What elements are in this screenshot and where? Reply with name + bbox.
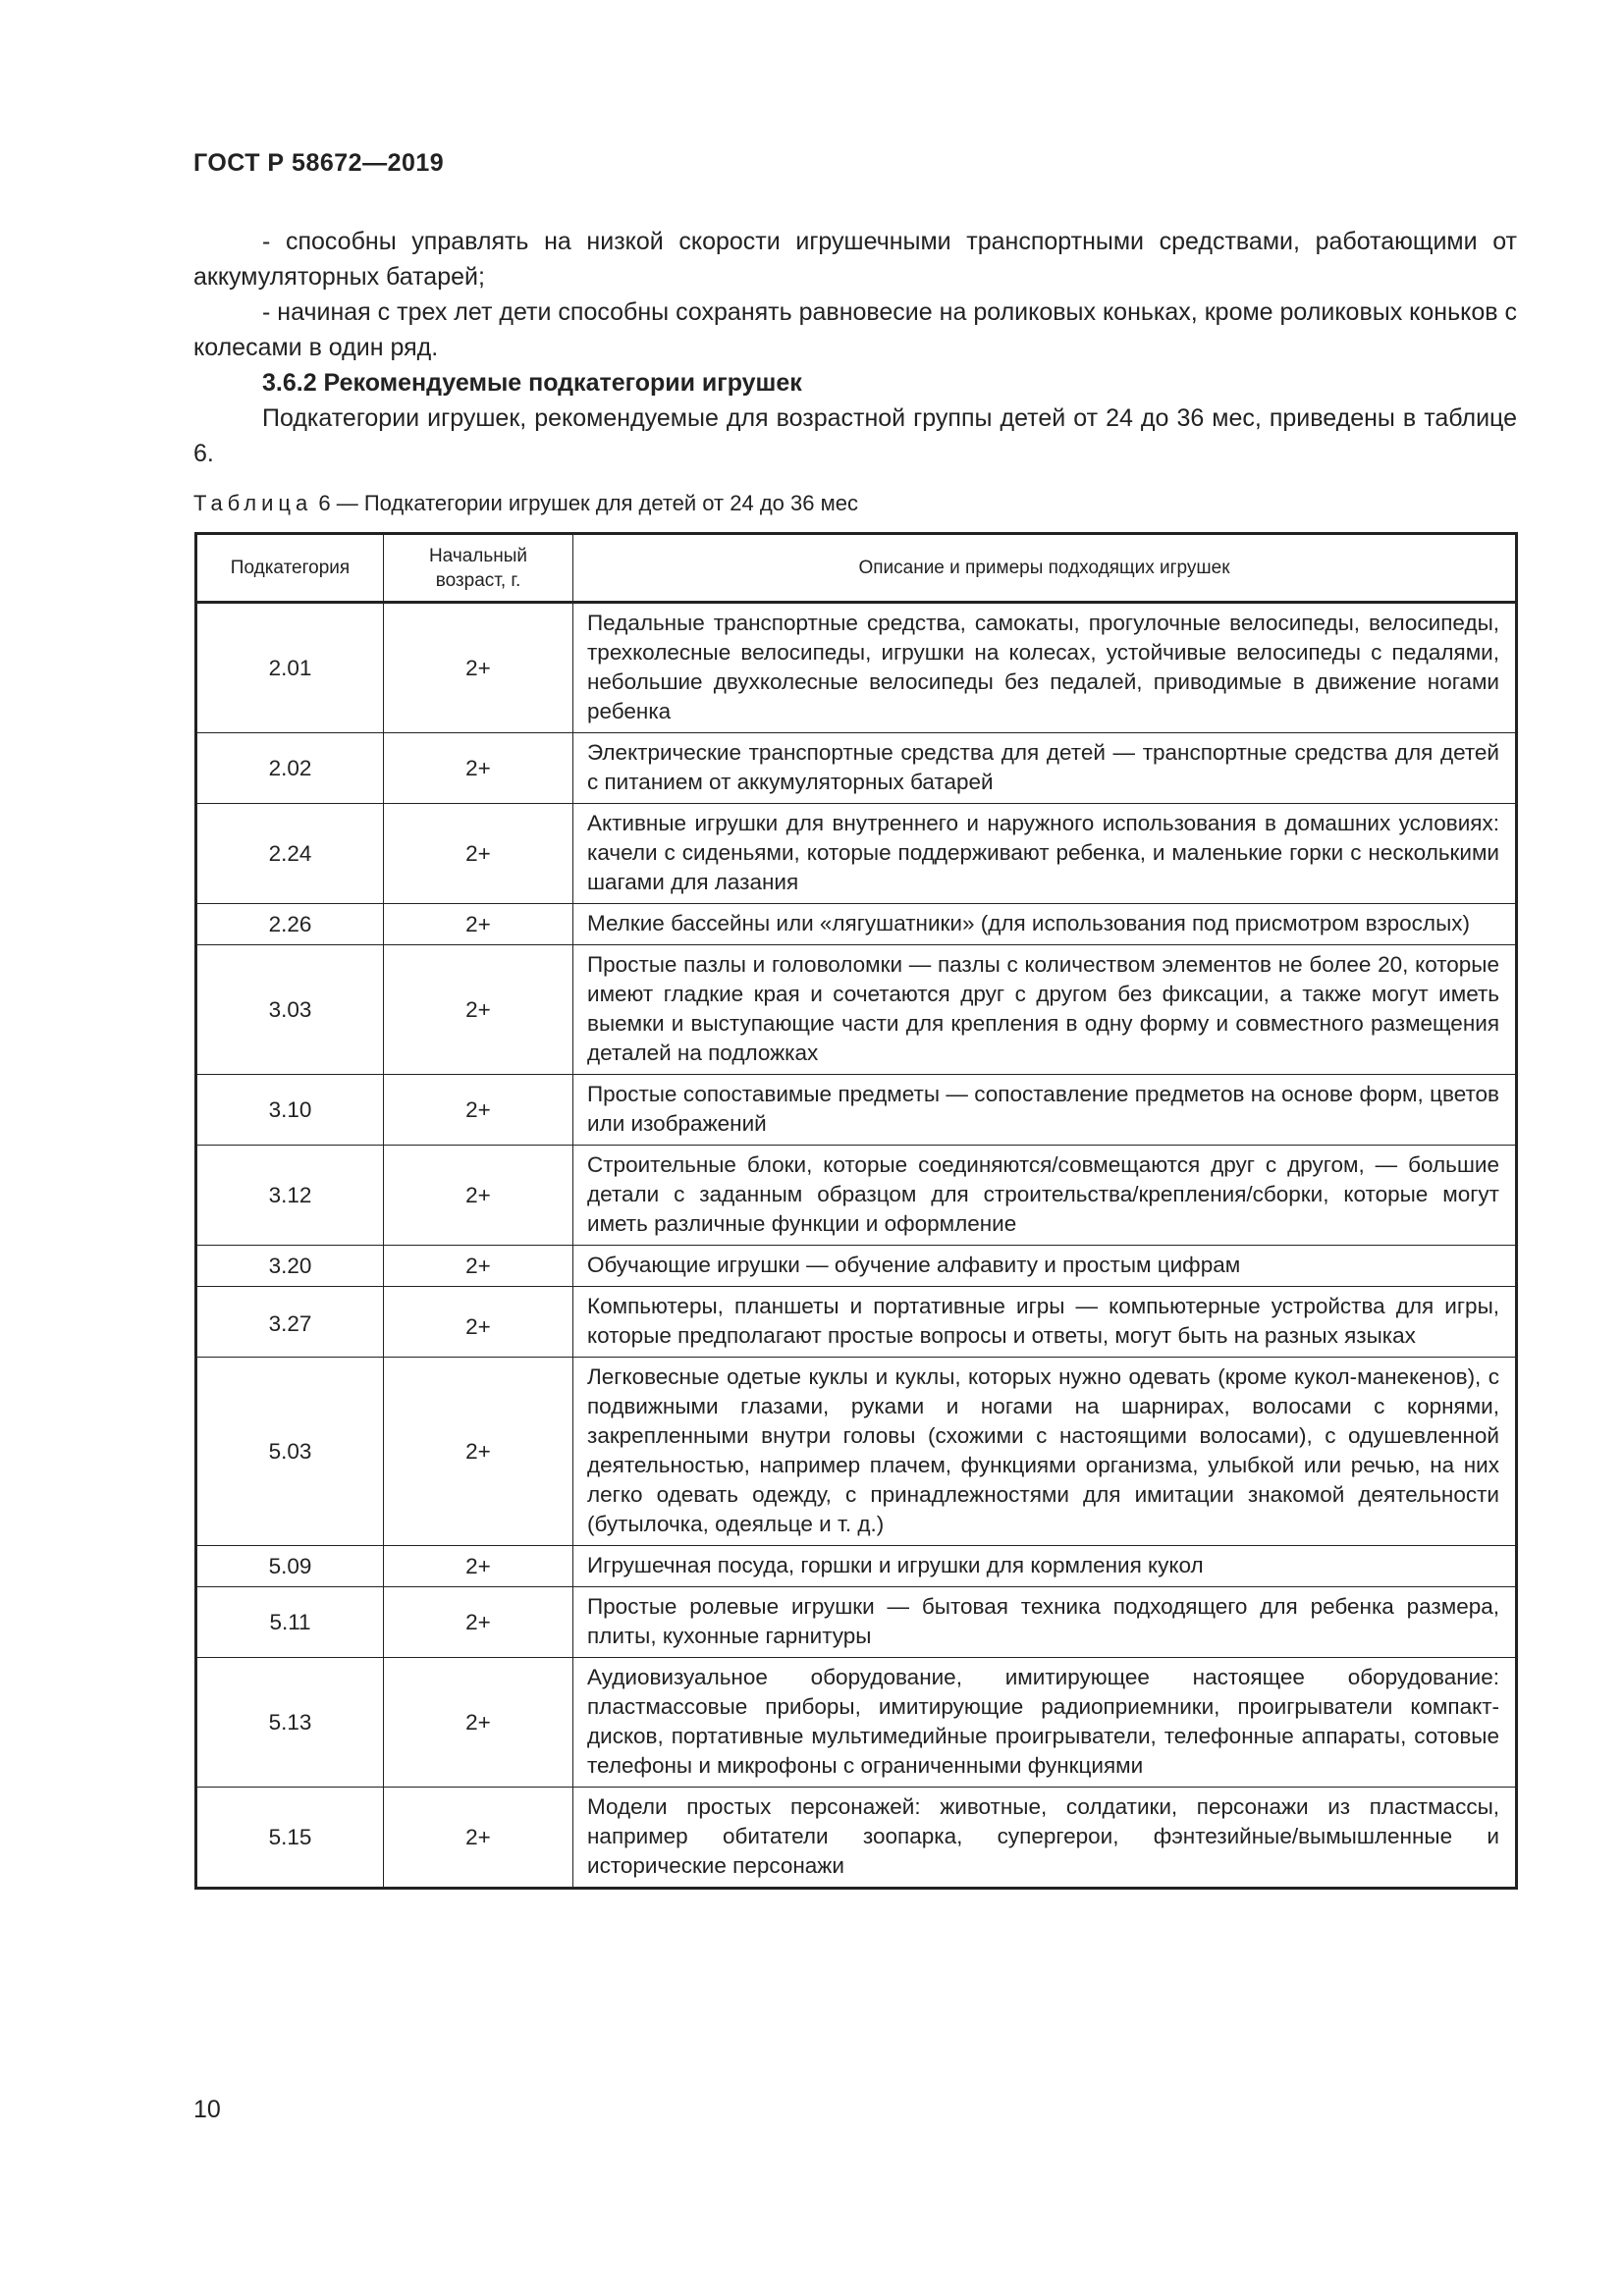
description: Обучающие игрушки — обучение алфавиту и простым цифрам xyxy=(573,1246,1517,1287)
subcategory-code: 5.03 xyxy=(196,1358,384,1546)
description: Активные игрушки для внутреннего и наружного использования в домашних условиях: качели с сиденьями, которые поддерживают ребенка, и маленькие горки с несколькими шагами для лазания xyxy=(573,804,1517,904)
subcategory-code: 5.15 xyxy=(196,1788,384,1889)
table-row xyxy=(196,1075,1517,1146)
table-row xyxy=(196,1788,1517,1889)
start-age: 2+ xyxy=(384,733,573,804)
description: Легковесные одетые куклы и куклы, которых нужно одевать (кроме кукол-манекенов), с подвижными глазами, руками и ногами на шарнирах, волосами с корнями, закрепленными внутри головы (схожими с настоящими волосами), с одушевленной деятельностью, например плачем, функциями организма, улыбкой или речью, на них легко одевать одежду, с принадлежностями для имитации знакомой деятельности (бутылочка, одеяльце и т. д.) xyxy=(573,1358,1517,1546)
start-age: 2+ xyxy=(384,1075,573,1146)
description: Простые ролевые игрушки — бытовая техника подходящего для ребенка размера, плиты, кухонные гарнитуры xyxy=(573,1587,1517,1658)
table-row xyxy=(196,904,1517,945)
table-header-row xyxy=(196,534,1517,603)
subcategory-code: 3.12 xyxy=(196,1146,384,1246)
description: Простые сопоставимые предметы — сопоставление предметов на основе форм, цветов или изображений xyxy=(573,1075,1517,1146)
description: Компьютеры, планшеты и портативные игры — компьютерные устройства для игры, которые предполагают простые вопросы и ответы, могут быть на разных языках xyxy=(573,1287,1517,1358)
subcategory-table xyxy=(194,532,1518,1890)
table-row xyxy=(196,945,1517,1075)
start-age: 2+ xyxy=(384,1658,573,1788)
intro-text xyxy=(193,224,1517,471)
table-row xyxy=(196,1587,1517,1658)
intro-paragraph: - начиная с трех лет дети способны сохранять равновесие на роликовых коньках, кроме роликовых коньков с колесами в один ряд. xyxy=(193,298,1517,361)
description: Модели простых персонажей: животные, солдатики, персонажи из пластмассы, например обитатели зоопарка, супергерои, фэнтезийные/вымышленные и исторические персонажи xyxy=(573,1788,1517,1889)
description: Игрушечная посуда, горшки и игрушки для кормления кукол xyxy=(573,1546,1517,1587)
column-header-description: Описание и примеры подходящих игрушек xyxy=(573,534,1517,603)
start-age: 2+ xyxy=(384,945,573,1075)
start-age: 2+ xyxy=(384,603,573,733)
subcategory-code: 5.13 xyxy=(196,1658,384,1788)
start-age: 2+ xyxy=(384,904,573,945)
table-row xyxy=(196,804,1517,904)
description: Простые пазлы и головоломки — пазлы с количеством элементов не более 20, которые имеют гладкие края и сочетаются друг с другом без фиксации, а также могут иметь выемки и выступающие части для крепления в одну форму и совместного размещения деталей на подложках xyxy=(573,945,1517,1075)
table-row xyxy=(196,1246,1517,1287)
start-age: 2+ xyxy=(384,1287,573,1358)
description: Аудиовизуальное оборудование, имитирующее настоящее оборудование: пластмассовые приборы, имитирующие радиоприемники, проигрыватели компакт-дисков, портативные мультимедийные проигрыватели, телефонные аппараты, сотовые телефоны и микрофоны с ограниченными функциями xyxy=(573,1658,1517,1788)
start-age: 2+ xyxy=(384,1546,573,1587)
page-number: 10 xyxy=(193,2096,221,2123)
start-age: 2+ xyxy=(384,1358,573,1546)
subcategory-code: 3.03 xyxy=(196,945,384,1075)
table-row xyxy=(196,1658,1517,1788)
table-row xyxy=(196,1287,1517,1358)
subcategory-code: 2.02 xyxy=(196,733,384,804)
document-header: ГОСТ Р 58672—2019 xyxy=(193,149,445,177)
table-row xyxy=(196,1358,1517,1546)
subcategory-code: 2.26 xyxy=(196,904,384,945)
start-age: 2+ xyxy=(384,1587,573,1658)
description: Педальные транспортные средства, самокаты, прогулочные велосипеды, велосипеды, трехколесные велосипеды, игрушки на колесах, устойчивые велосипеды с педалями, небольшие двухколесные велосипеды без педалей, приводимые в движение ногами ребенка xyxy=(573,603,1517,733)
table-caption xyxy=(193,491,858,516)
start-age: 2+ xyxy=(384,1788,573,1889)
subcategory-code: 5.09 xyxy=(196,1546,384,1587)
start-age: 2+ xyxy=(384,1246,573,1287)
description: Электрические транспортные средства для детей — транспортные средства для детей с питанием от аккумуляторных батарей xyxy=(573,733,1517,804)
section-title: 3.6.2 Рекомендуемые подкатегории игрушек xyxy=(262,369,802,397)
start-age: 2+ xyxy=(384,804,573,904)
description: Мелкие бассейны или «лягушатники» (для использования под присмотром взрослых) xyxy=(573,904,1517,945)
column-header-start-age: Начальный возраст, г. xyxy=(384,534,573,603)
subcategory-code: 5.11 xyxy=(196,1587,384,1658)
subcategory-code: 3.20 xyxy=(196,1246,384,1287)
start-age: 2+ xyxy=(384,1146,573,1246)
subcategory-code: 3.27 xyxy=(196,1287,384,1358)
table-caption-text: 6 — Подкатегории игрушек для детей от 24 до 36 мес xyxy=(312,491,858,515)
table-row xyxy=(196,1546,1517,1587)
column-header-subcategory: Подкатегория xyxy=(196,534,384,603)
table-caption-label: Таблица xyxy=(193,491,313,515)
subcategory-code: 3.10 xyxy=(196,1075,384,1146)
intro-paragraph: Подкатегории игрушек, рекомендуемые для возрастной группы детей от 24 до 36 мес, приведены в таблице 6. xyxy=(193,404,1517,467)
table-row xyxy=(196,733,1517,804)
subcategory-code: 2.24 xyxy=(196,804,384,904)
subcategory-code: 2.01 xyxy=(196,603,384,733)
table-row xyxy=(196,1146,1517,1246)
description: Строительные блоки, которые соединяются/совмещаются друг с другом, — большие детали с заданным образцом для строительства/крепления/сборки, которые могут иметь различные функции и оформление xyxy=(573,1146,1517,1246)
intro-paragraph: - способны управлять на низкой скорости игрушечными транспортными средствами, работающими от аккумуляторных батарей; xyxy=(193,228,1517,291)
table-row xyxy=(196,603,1517,733)
